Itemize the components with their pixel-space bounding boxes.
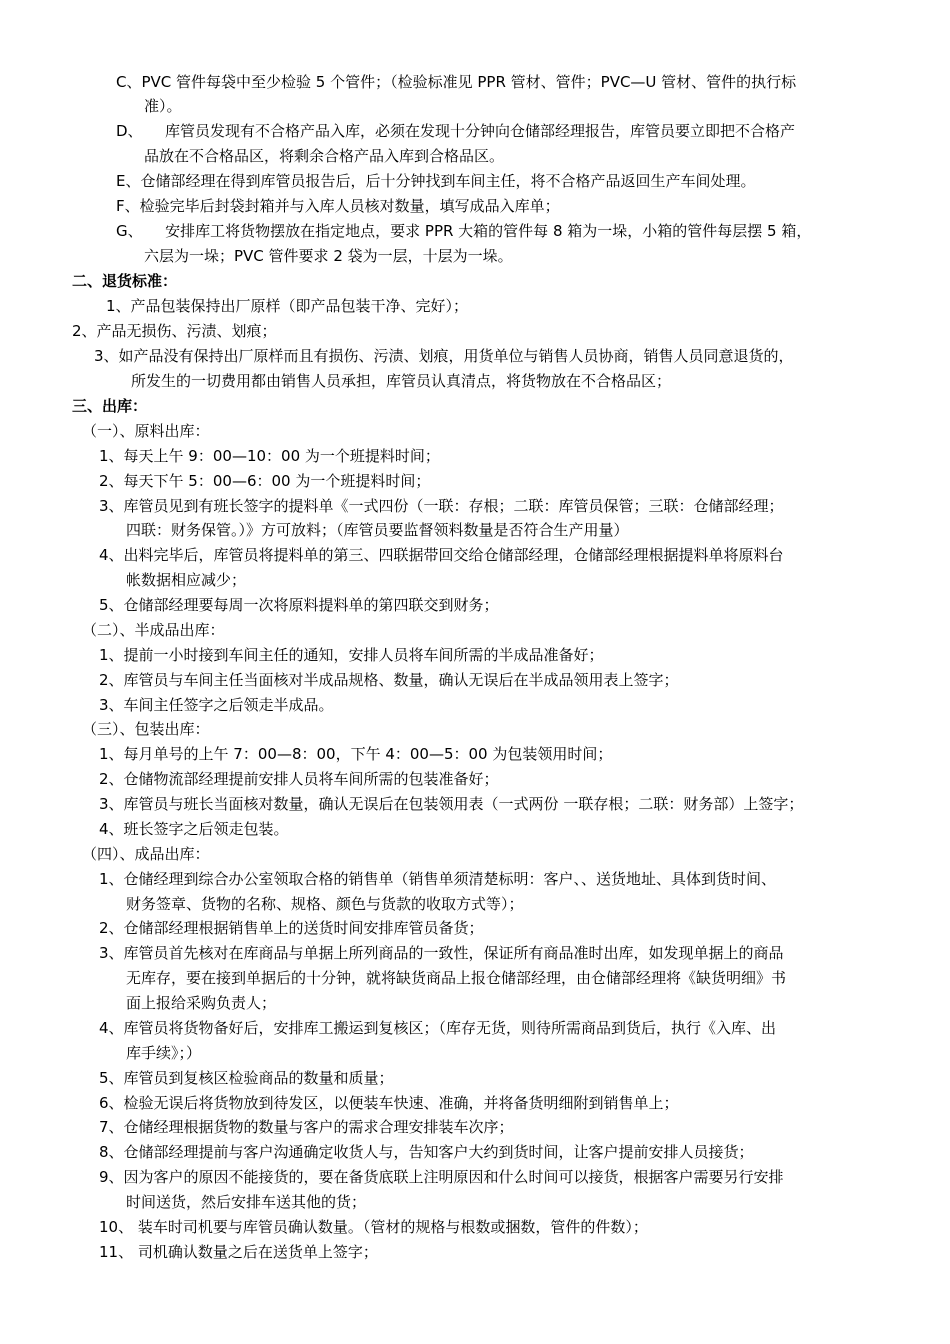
subsection-heading: （一）、原料出库： [82,422,210,440]
text-line: 2、产品无损伤、污渍、划痕； [72,322,277,340]
text-line: 3、如产品没有保持出厂原样而且有损伤、污渍、划痕，用货单位与销售人员协商，销售人员同意退货的， [94,347,794,365]
text-line: E、仓储部经理在得到库管员报告后，后十分钟找到车间主任，将不合格产品返回生产车间处理。 [116,172,756,190]
text-line: 3、库管员首先核对在库商品与单据上所列商品的一致性，保证所有商品准时出库，如发现单据上的商品 [99,944,784,962]
subsection-heading: （二）、半成品出库： [82,621,225,639]
text-line: 财务签章、货物的名称、规格、颜色与货款的收取方式等）； [126,895,524,913]
text-line: 2、库管员与车间主任当面核对半成品规格、数量，确认无误后在半成品领用表上签字； [99,671,679,689]
text-line: 3、车间主任签字之后领走半成品。 [99,696,334,714]
text-line: 2、仓储物流部经理提前安排人员将车间所需的包装准备好； [99,770,499,788]
text-line: 六层为一垛；PVC 管件要求 2 袋为一层，十层为一垛。 [144,247,513,265]
text-line: 准）。 [144,97,182,115]
text-line: 3、库管员见到有班长签字的提料单《一式四份（一联：存根；二联：库管员保管；三联：仓储部经理； [99,497,784,515]
text-line: 2、仓储部经理根据销售单上的送货时间安排库管员备货； [99,919,484,937]
text-line: 所发生的一切费用都由销售人员承担，库管员认真清点，将货物放在不合格品区； [131,372,672,390]
text-line: 1、提前一小时接到车间主任的通知，安排人员将车间所需的半成品准备好； [99,646,604,664]
text-line: 9、因为客户的原因不能接货的，要在备货底联上注明原因和什么时间可以接货，根据客户需要另行安排 [99,1168,784,1186]
text-line: 无库存，要在接到单据后的十分钟，就将缺货商品上报仓储部经理，由仓储部经理将《缺货明细》书 [126,969,787,987]
subsection-heading: （四）、成品出库： [82,845,210,863]
text-line: 帐数据相应减少； [126,571,247,589]
text-line: 10、 装车时司机要与库管员确认数量。（管材的规格与根数或捆数，管件的件数）； [99,1218,648,1236]
text-line: 3、库管员与班长当面核对数量，确认无误后在包装领用表（一式两份 一联存根；二联：财务部）上签字； [99,795,804,813]
text-line: 2、每天下午 5：00—6：00 为一个班提料时间； [99,472,431,490]
section-heading: 三、出库： [72,397,148,415]
text-line: 4、出料完毕后，库管员将提料单的第三、四联据带回交给仓储部经理，仓储部经理根据提料单将原料台 [99,546,784,564]
text-line: 4、班长签字之后领走包装。 [99,820,289,838]
text-line: 1、每月单号的上午 7：00—8：00，下午 4：00—5：00 为包装领用时间； [99,745,613,763]
text-line: 1、仓储经理到综合办公室领取合格的销售单（销售单须清楚标明：客户、、送货地址、具体到货时间、 [99,870,777,888]
text-line: G、 安排库工将货物摆放在指定地点，要求 PPR 大箱的管件每 8 箱为一垛，小箱的管件每层摆 5 箱， [116,222,812,240]
text-line: 8、仓储部经理提前与客户沟通确定收货人与，告知客户大约到货时间，让客户提前安排人员接货； [99,1143,754,1161]
text-line: 面上报给采购负责人； [126,994,277,1012]
text-line: 1、产品包装保持出厂原样（即产品包装干净、完好）； [106,297,469,315]
text-line: 品放在不合格品区，将剩余合格产品入库到合格品区。 [144,147,505,165]
text-line: D、 库管员发现有不合格产品入库，必须在发现十分钟向仓储部经理报告，库管员要立即把不合格产 [116,122,796,140]
text-line: 1、每天上午 9：00—10：00 为一个班提料时间； [99,447,440,465]
text-line: C、PVC 管件每袋中至少检验 5 个管件；（检验标准见 PPR 管材、管件；PVC—U 管材、管件的执行标 [116,73,797,91]
text-line: 5、仓储部经理要每周一次将原料提料单的第四联交到财务； [99,596,499,614]
subsection-heading: （三）、包装出库： [82,720,210,738]
text-line: 6、检验无误后将货物放到待发区，以便装车快速、准确，并将备货明细附到销售单上； [99,1094,679,1112]
text-line: 四联：财务保管。）》方可放料；（库管员要监督领料数量是否符合生产用量） [126,521,629,539]
section-heading: 二、退货标准： [72,272,178,290]
text-line: F、检验完毕后封袋封箱并与入库人员核对数量，填写成品入库单； [116,197,560,215]
text-line: 库手续》；） [126,1044,202,1062]
text-line: 5、库管员到复核区检验商品的数量和质量； [99,1069,394,1087]
text-line: 4、库管员将货物备好后，安排库工搬运到复核区；（库存无货，则待所需商品到货后，执行《入库、出 [99,1019,777,1037]
text-line: 时间送货，然后安排车送其他的货； [126,1193,367,1211]
text-line: 7、仓储经理根据货物的数量与客户的需求合理安排装车次序； [99,1118,514,1136]
text-line: 11、 司机确认数量之后在送货单上签字； [99,1243,378,1261]
